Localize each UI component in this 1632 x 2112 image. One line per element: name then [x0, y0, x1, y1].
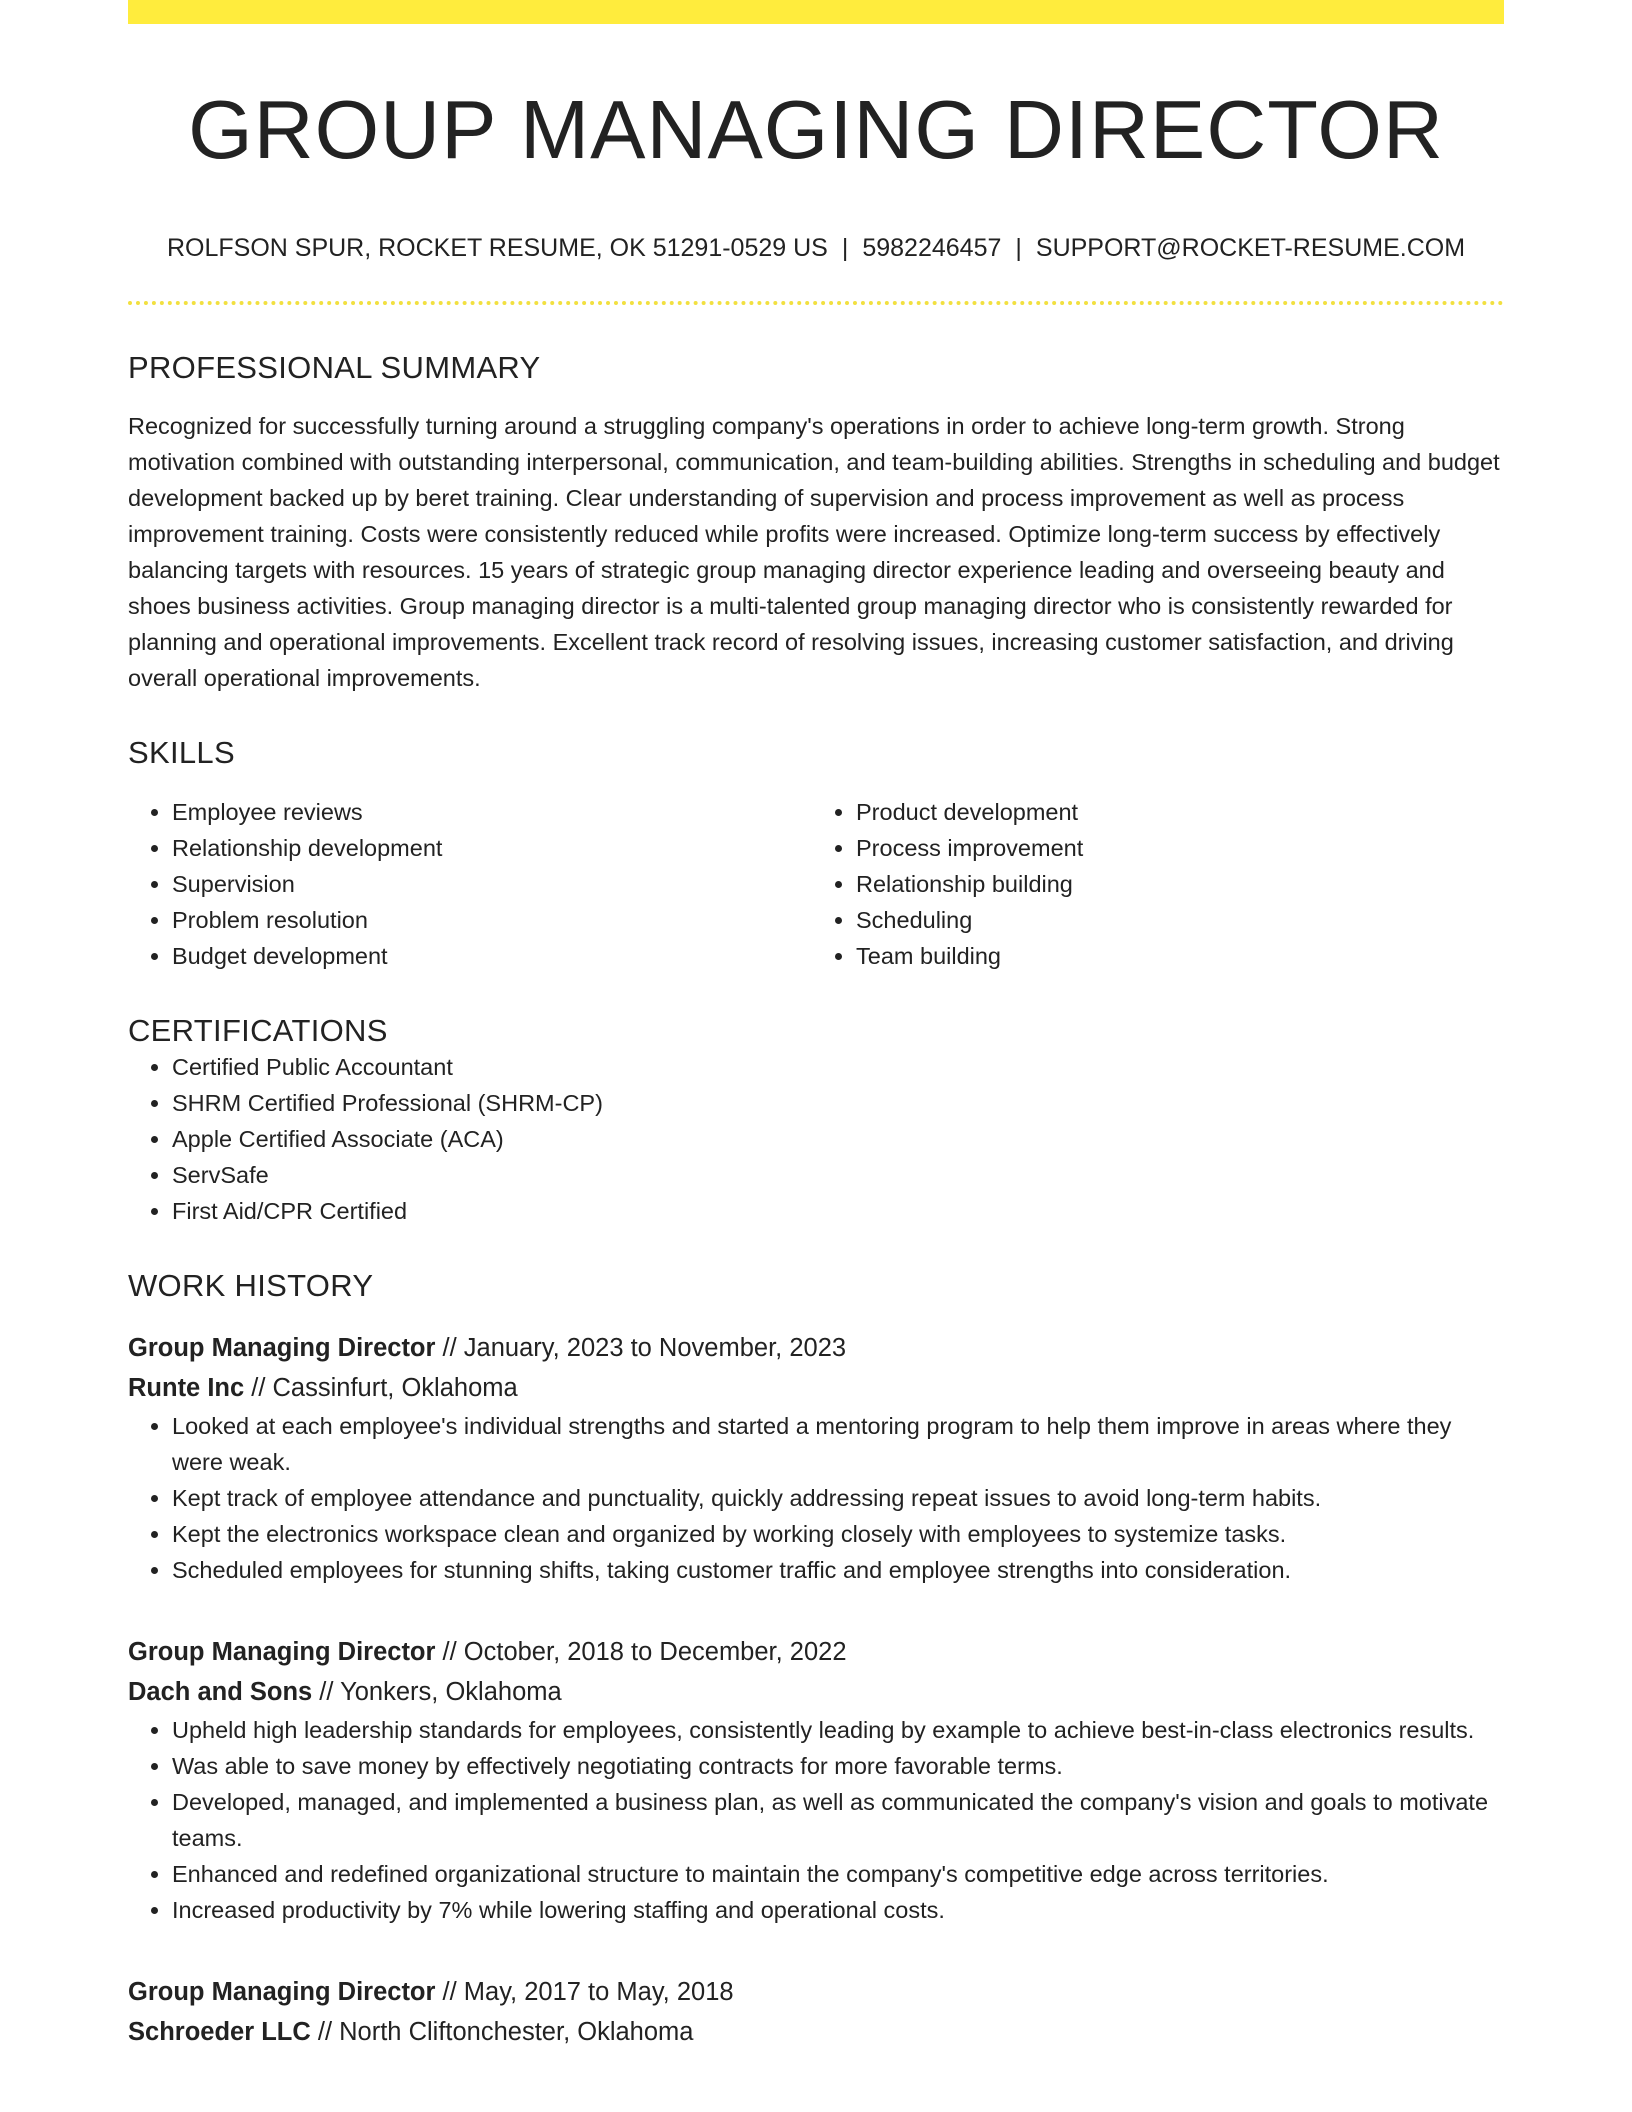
skill-item: • Team building — [856, 938, 1490, 974]
skills-list-left — [128, 794, 806, 974]
job-location: // Cassinfurt, Oklahoma — [244, 1374, 518, 1403]
job-company: Dach and Sons — [128, 1678, 313, 1707]
job-bullet: • Scheduled employees for stunning shifts, taking customer traffic and employee strengths into consideration. — [172, 1552, 1504, 1588]
skill-item: • Employee reviews — [172, 794, 806, 830]
skills-list-right — [806, 794, 1490, 974]
job-company-line — [128, 2012, 1504, 2052]
job-bullet: • Increased productivity by 7% while lowering staffing and operational costs. — [172, 1892, 1504, 1928]
candidate-title: GROUP MANAGING DIRECTOR — [188, 83, 1444, 176]
job-dates: // January, 2023 to November, 2023 — [435, 1334, 847, 1363]
job-role-line — [128, 1632, 1504, 1672]
skills-columns — [128, 794, 1504, 974]
accent-bar — [128, 0, 1504, 24]
certifications-list — [128, 1049, 1504, 1229]
resume-page — [128, 0, 1504, 2052]
job-bullet: • Looked at each employee's individual strengths and started a mentoring program to help them improve in areas where they were weak. — [172, 1408, 1504, 1480]
job-entry — [128, 1328, 1504, 1588]
skills-heading: SKILLS — [128, 735, 235, 771]
certification-item: • ServSafe — [172, 1157, 1504, 1193]
contact-separator: | — [841, 234, 849, 263]
summary-text: Recognized for successfully turning around a struggling company's operations in order to achieve long-term growth. Strong motivation combined with outstanding interpersonal, communication, and team-building abilities. Strengths in scheduling and budget development backed up by beret training. Clear understanding of supervision and process improvement as well as process improvement training. Costs were consistently reduced while profits were increased. Optimize long-term success by effectively balancing targets with resources. 15 years of strategic group managing director experience leading and overseeing beauty and shoes business activities. Group managing director is a multi-talented group managing director who is consistently rewarded for planning and operational improvements. Excellent track record of resolving issues, increasing customer satisfaction, and driving overall operational improvements. — [128, 413, 1500, 692]
skill-item: • Scheduling — [856, 902, 1490, 938]
contact-line — [128, 233, 1504, 263]
job-bullet: • Upheld high leadership standards for employees, consistently leading by example to achieve best-in-class electronics results. — [172, 1712, 1504, 1748]
job-bullet: • Was able to save money by effectively negotiating contracts for more favorable terms. — [172, 1748, 1504, 1784]
job-dates: // October, 2018 to December, 2022 — [435, 1638, 847, 1667]
certification-item: • First Aid/CPR Certified — [172, 1193, 1504, 1229]
contact-address: ROLFSON SPUR, ROCKET RESUME, OK 51291-0529 US — [166, 234, 828, 263]
job-role: Group Managing Director — [128, 1638, 436, 1667]
job-company-line — [128, 1672, 1504, 1712]
certification-item: • Apple Certified Associate (ACA) — [172, 1121, 1504, 1157]
skill-item: • Product development — [856, 794, 1490, 830]
job-company: Schroeder LLC — [128, 2018, 311, 2047]
job-dates: // May, 2017 to May, 2018 — [435, 1978, 734, 2007]
skill-item: • Budget development — [172, 938, 806, 974]
job-bullets — [128, 1408, 1504, 1588]
job-entry — [128, 1632, 1504, 1928]
job-role: Group Managing Director — [128, 1334, 436, 1363]
job-company-line — [128, 1368, 1504, 1408]
summary-heading: PROFESSIONAL SUMMARY — [128, 350, 541, 386]
contact-phone: 5982246457 — [862, 234, 1002, 263]
job-bullet: • Kept track of employee attendance and punctuality, quickly addressing repeat issues to avoid long-term habits. — [172, 1480, 1504, 1516]
work-history-heading: WORK HISTORY — [128, 1267, 374, 1303]
job-entry — [128, 1972, 1504, 2052]
skill-item: • Supervision — [172, 866, 806, 902]
contact-separator: | — [1015, 234, 1022, 263]
job-bullets — [128, 1712, 1504, 1928]
skill-item: • Relationship building — [856, 866, 1490, 902]
job-role-line — [128, 1972, 1504, 2012]
job-company: Runte Inc — [128, 1374, 245, 1403]
job-location: // North Cliftonchester, Oklahoma — [310, 2018, 694, 2047]
certification-item: • SHRM Certified Professional (SHRM-CP) — [172, 1085, 1504, 1121]
job-bullet: • Enhanced and redefined organizational structure to maintain the company's competitive edge across territories. — [172, 1856, 1504, 1892]
skill-item: • Problem resolution — [172, 902, 806, 938]
job-location: // Yonkers, Oklahoma — [312, 1678, 562, 1707]
dotted-divider — [128, 301, 1504, 305]
certification-item: • Certified Public Accountant — [172, 1049, 1504, 1085]
skill-item: • Process improvement — [856, 830, 1490, 866]
job-bullet: • Developed, managed, and implemented a business plan, as well as communicated the company's vision and goals to motivate teams. — [172, 1784, 1504, 1856]
skill-item: • Relationship development — [172, 830, 806, 866]
contact-email: SUPPORT@ROCKET-RESUME.COM — [1035, 234, 1466, 263]
job-role-line — [128, 1328, 1504, 1368]
certifications-heading: CERTIFICATIONS — [128, 1012, 388, 1048]
job-bullet: • Kept the electronics workspace clean and organized by working closely with employees to systemize tasks. — [172, 1516, 1504, 1552]
job-role: Group Managing Director — [128, 1978, 436, 2007]
